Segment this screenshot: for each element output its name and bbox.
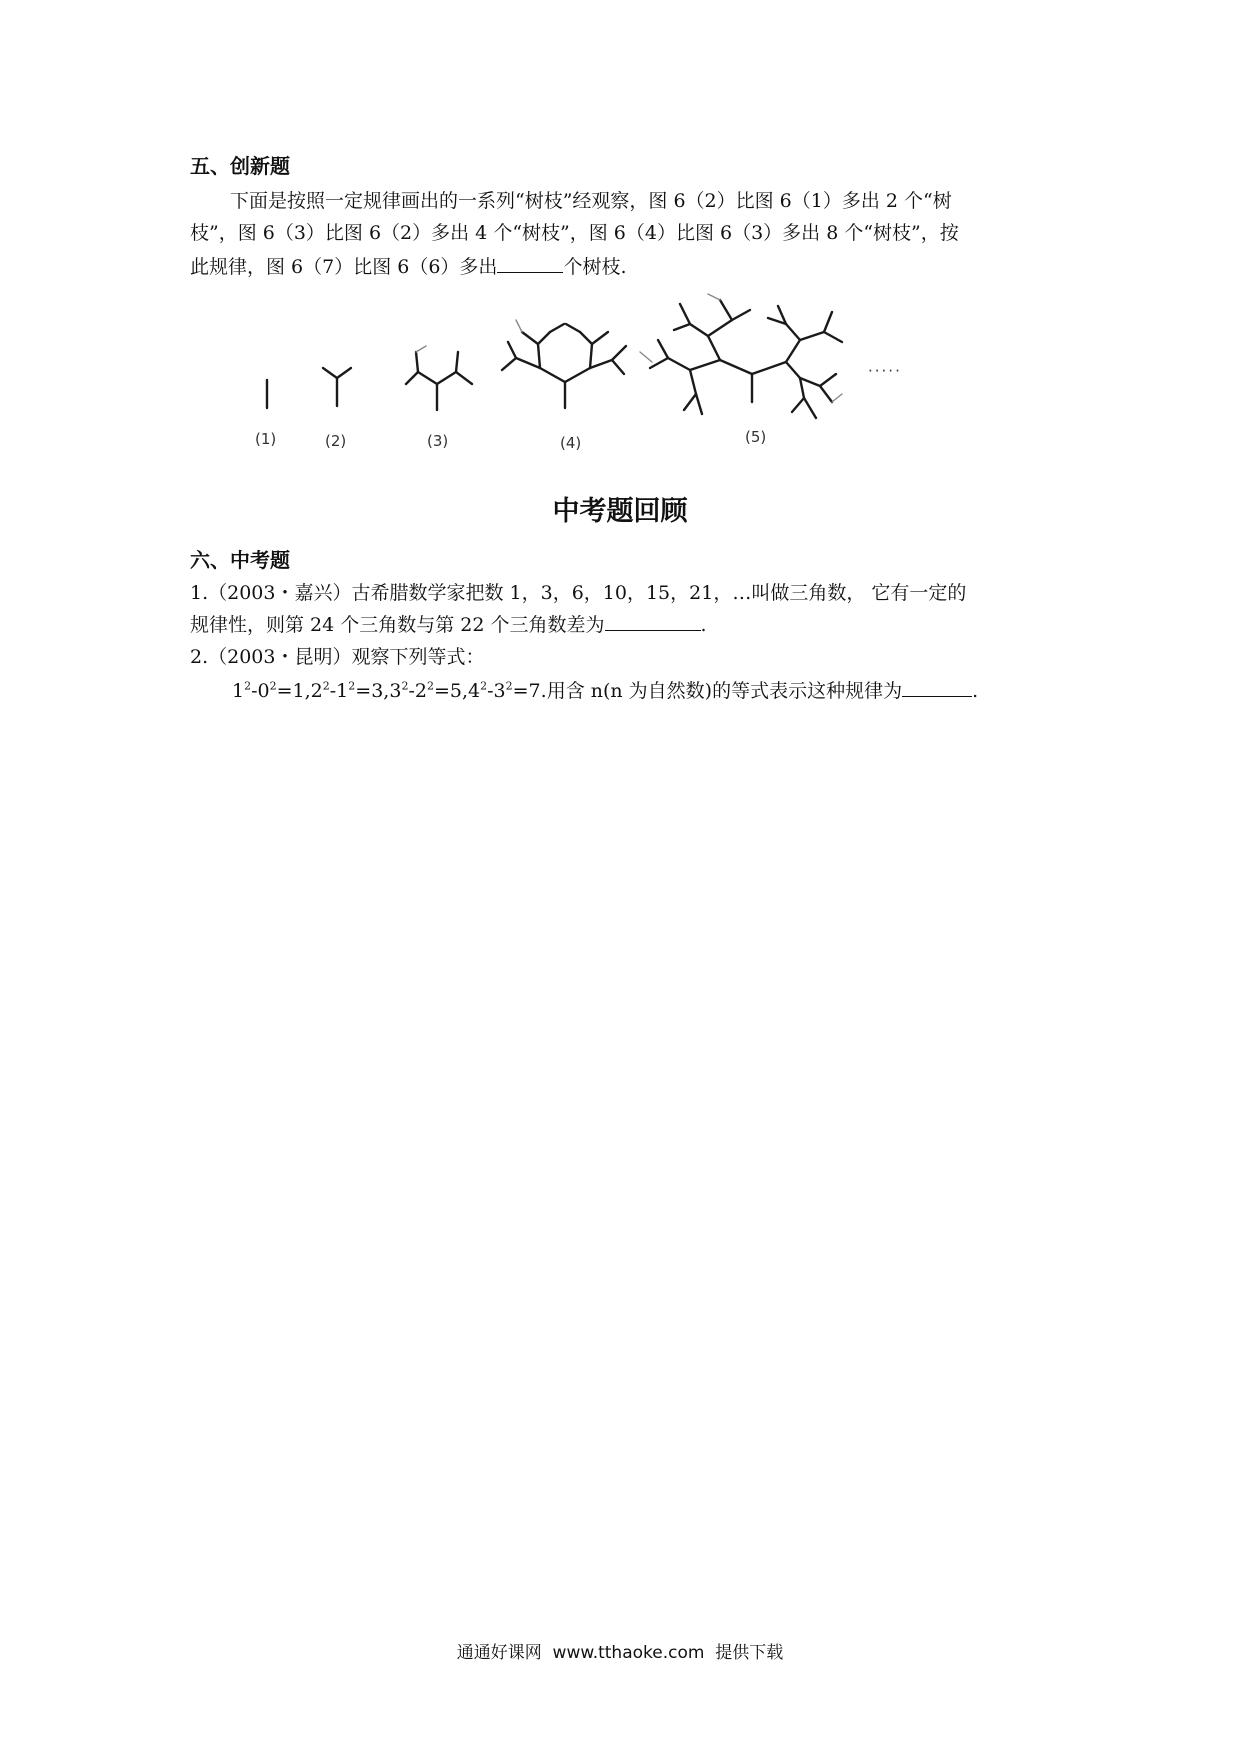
- eq-exponent: 2: [426, 679, 434, 693]
- section-heading-innovation: 五、创新题: [190, 154, 290, 178]
- tree-figure-5: [640, 294, 842, 418]
- eq-term: -1: [329, 680, 349, 702]
- eq-term: -3: [487, 680, 506, 702]
- question-2-answer-blank: [902, 678, 972, 697]
- question-2-end: .: [972, 680, 979, 702]
- question-1-text-after-blank: .: [700, 614, 707, 636]
- problem-text-line-2: 枝”，图 6（3）比图 6（2）多出 4 个“树枝”，图 6（4）比图 6（3）多出 8 个“树枝”，按: [190, 222, 959, 244]
- figure-ellipsis: ·····: [868, 362, 902, 380]
- eq-exponent: 2: [244, 679, 252, 693]
- problem-text-line-3: [190, 252, 626, 282]
- question-1-answer-blank: [605, 612, 701, 631]
- eq-exponent: 2: [348, 679, 356, 693]
- figure-label-1: (1): [255, 430, 277, 448]
- eq-term: 4: [468, 680, 481, 702]
- eq-exponent: 2: [401, 679, 409, 693]
- figure-label-5: (5): [745, 428, 767, 446]
- figure-label-3: (3): [427, 432, 449, 450]
- eq-exponent: 2: [322, 679, 330, 693]
- figure-label-4: (4): [560, 434, 582, 452]
- problem-text-after-blank: 个树枝.: [563, 256, 627, 278]
- eq-result: =3,: [355, 680, 390, 702]
- section-heading-exam: 六、中考题: [190, 548, 290, 572]
- eq-term: 3: [389, 680, 402, 702]
- eq-term: 2: [310, 680, 323, 702]
- eq-result: =7.: [512, 680, 547, 702]
- tree-figure-4: [502, 320, 626, 408]
- eq-result: =1,: [276, 680, 311, 702]
- eq-term: 1: [232, 680, 245, 702]
- eq-exponent: 2: [480, 679, 488, 693]
- tree-figure-2: [323, 368, 351, 406]
- tree-figure-3: [406, 346, 472, 410]
- page-footer: 通通好课网 www.tthaoke.com 提供下载: [456, 1643, 784, 1663]
- problem-text-before-blank: 此规律，图 6（7）比图 6（6）多出: [190, 256, 498, 278]
- question-2-equations: [232, 676, 978, 706]
- question-2-prompt: 用含 n(n 为自然数)的等式表示这种规律为: [546, 680, 903, 702]
- question-2-line-1: 2.（2003・昆明）观察下列等式：: [190, 646, 485, 668]
- eq-exponent: 2: [505, 679, 513, 693]
- question-1-line-1: 1.（2003・嘉兴）古希腊数学家把数 1，3，6，10，15，21，…叫做三角数， 它有一定的: [190, 582, 967, 604]
- eq-term: -2: [408, 680, 427, 702]
- problem-text-line-1: 下面是按照一定规律画出的一系列“树枝”经观察，图 6（2）比图 6（1）多出 2 个“树: [230, 190, 952, 212]
- eq-exponent: 2: [269, 679, 277, 693]
- review-title: 中考题回顾: [552, 496, 688, 527]
- eq-result: =5,: [433, 680, 469, 702]
- figure-label-2: (2): [325, 432, 347, 450]
- question-1-text-before-blank: 规律性，则第 24 个三角数与第 22 个三角数差为: [190, 614, 605, 636]
- eq-term: -0: [251, 680, 270, 702]
- question-1-line-2: [190, 610, 707, 640]
- answer-blank: [497, 254, 563, 273]
- tree-branch-figures: [220, 290, 920, 440]
